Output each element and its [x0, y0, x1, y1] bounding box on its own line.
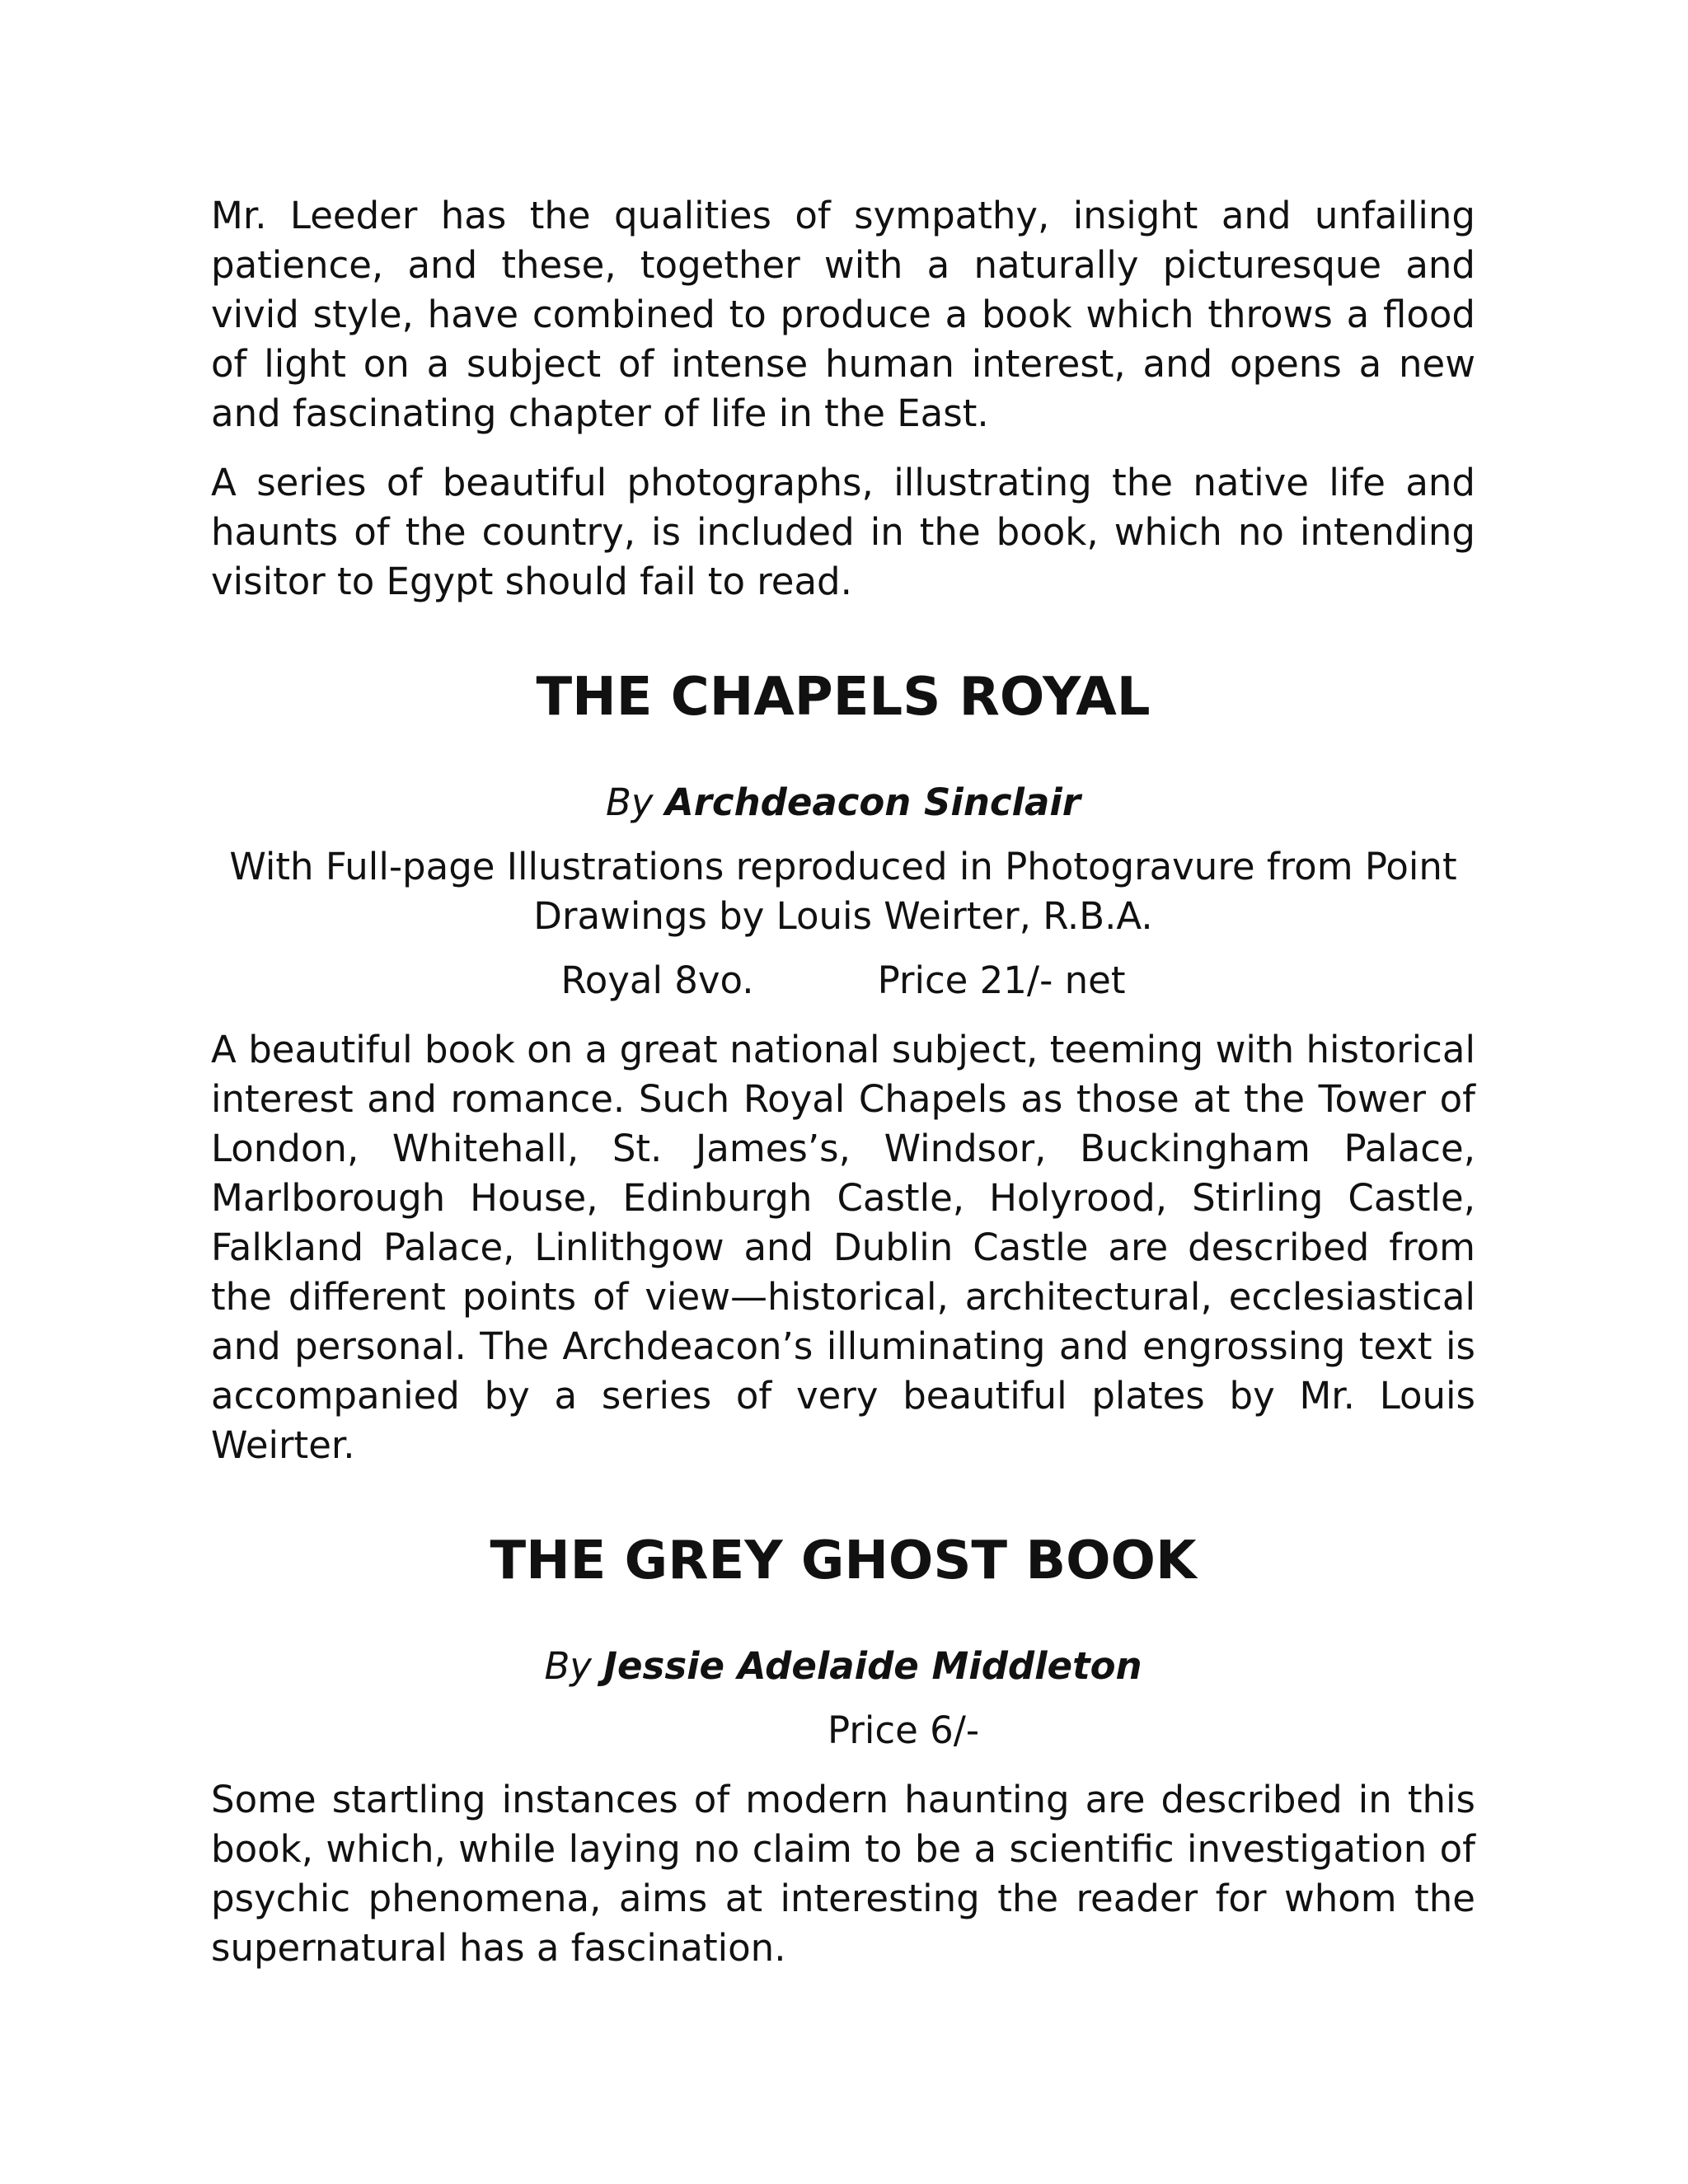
intro-paragraph: Mr. Leeder has the qualities of sympathy, insight and unfailing patience, and these, together with a naturally picturesque and vivid style, have combined to produce a book which throws a flood of light on a subject of intense human interest, and opens a new and fascinating chapter of life in the East. — [211, 194, 1475, 435]
book-price: Price 6/- — [828, 1708, 980, 1752]
book-byline — [211, 1642, 1475, 1691]
book-price: Price 21/- net — [877, 958, 1126, 1002]
book-description: A beautiful book on a great national subject, teeming with historical interest and romance. Such Royal Chapels as those at the Tower of London, Whitehall, St. James’s, Windsor, Buckingham Palace, Marlborough House, Edinburgh Castle, Holyrood, Stirling Castle, Falkland Palace, Linlithgow and Dublin Castle are described from the different points of view—historical, architectural, ecclesiastical and personal. The Archdeacon’s illuminating and engrossing text is accompanied by a series of very beautiful plates by Mr. Louis Weirter. — [211, 1028, 1475, 1467]
book-entry-grey-ghost-book — [211, 1528, 1475, 1973]
book-author: Jessie Adelaide Middleton — [603, 1644, 1142, 1688]
book-entry-chapels-royal — [211, 664, 1475, 1470]
book-author: Archdeacon Sinclair — [664, 780, 1081, 824]
book-description: Some startling instances of modern haunting are described in this book, which, while laying no claim to be a scientific investigation of psychic phenomena, aims at interesting the reader for whom the supernatural has a fascination. — [211, 1778, 1475, 1970]
byline-prefix: By — [606, 780, 654, 824]
byline-prefix: By — [544, 1644, 592, 1688]
book-title: THE GREY GHOST BOOK — [490, 1530, 1197, 1591]
intro-paragraph: A series of beautiful photographs, illustrating the native life and haunts of the country, is included in the book, which no intending visitor to Egypt should fail to read. — [211, 461, 1475, 603]
book-title: THE CHAPELS ROYAL — [536, 667, 1151, 728]
book-byline — [211, 778, 1475, 827]
document-page — [211, 191, 1475, 1993]
book-format: Royal 8vo. — [560, 958, 754, 1002]
book-illustrations-note: With Full-page Illustrations reproduced in Photogravure from Point Drawings by Louis Weirter, R.B.A. — [229, 845, 1457, 938]
book-format-price — [211, 956, 1475, 1005]
